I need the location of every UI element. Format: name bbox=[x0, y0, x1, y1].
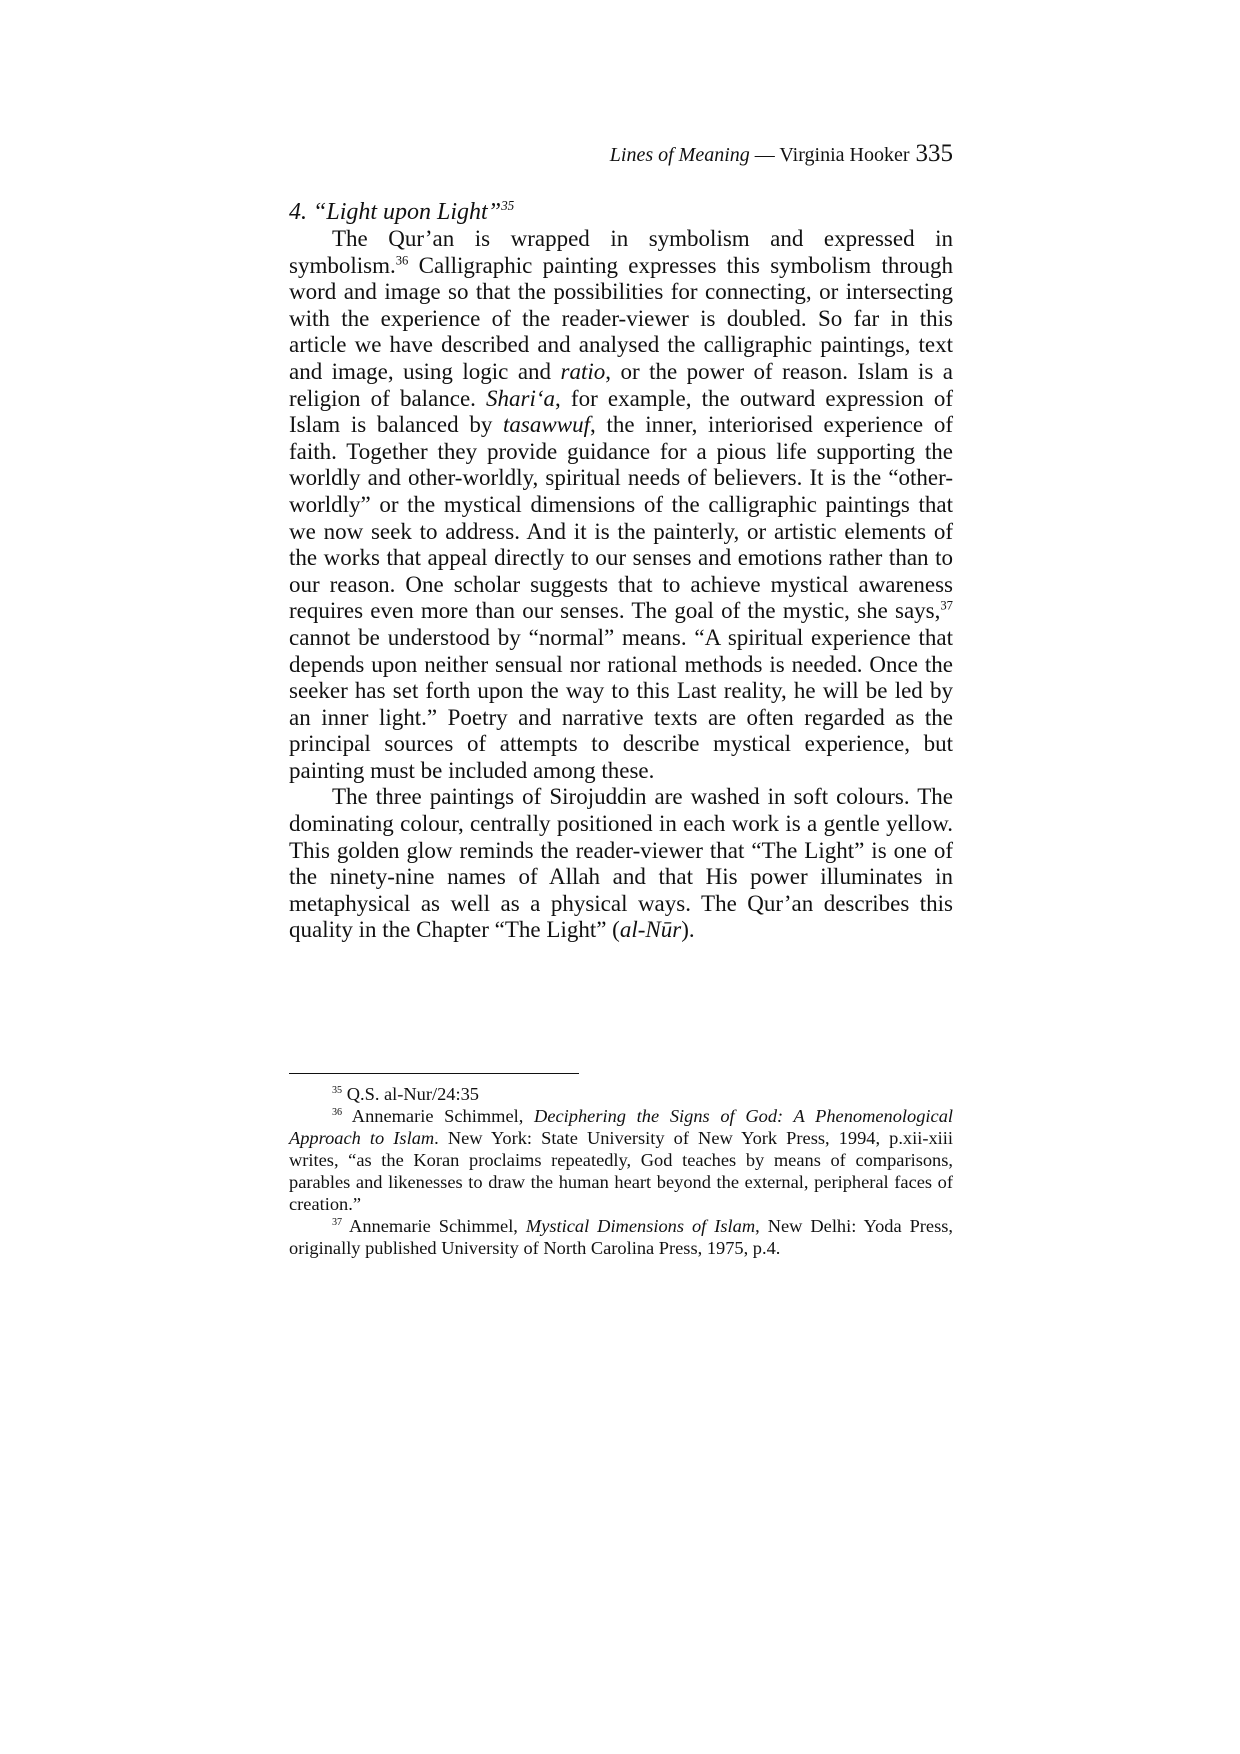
section-heading bbox=[289, 199, 953, 226]
paragraph-1-text-6: cannot be understood by “normal” means. “A spiritual experience that depends upon neither sensual nor rational methods is needed. Once the seeker has set forth upon the way to this Last reality, he will be led by an inner light.” Poetry and narrative texts are often regarded as the principal sources of attempts to describe mystical experience, but painting must be included among these. bbox=[289, 624, 953, 783]
page-number: 335 bbox=[915, 140, 953, 167]
term-ratio: ratio bbox=[560, 358, 606, 384]
running-head-author: Virginia Hooker bbox=[779, 144, 910, 166]
footnote-divider bbox=[289, 1073, 579, 1074]
footnote-number-37: 37 bbox=[332, 1216, 343, 1228]
footnote-36 bbox=[289, 1105, 953, 1215]
footnote-37-book-title: Mystical Dimensions of Islam bbox=[525, 1216, 756, 1236]
paragraph-2-text-1: The three paintings of Sirojuddin are washed in soft colours. The dominating colour, centrally positioned in each work is a gentle yellow. This golden glow reminds the reader-viewer that “The Light” is one of the ninety-nine names of Allah and that His power illuminates in metaphysical as well as a physical ways. The Qur’an describes this quality in the Chapter “The Light” ( bbox=[289, 784, 953, 943]
body-text bbox=[289, 199, 953, 944]
footnote-36-book-title: Deciphering the Signs of God: A Phenomenological Approach to Islam bbox=[289, 1106, 953, 1148]
footnotes bbox=[289, 1083, 953, 1259]
footnote-ref-35: 35 bbox=[501, 198, 515, 213]
paragraph-1-text-3: , or the power of reason. Islam is a religion of balance. bbox=[289, 358, 953, 411]
running-head-title: Lines of Meaning bbox=[609, 144, 750, 166]
footnote-36-text-1: Annemarie Schimmel, bbox=[342, 1106, 535, 1126]
term-tasawwuf: tasawwuf bbox=[503, 412, 590, 438]
term-sharia: Shari‘a bbox=[486, 385, 556, 411]
paragraph-1-text-4: , for example, the outward expression of Islam is balanced by bbox=[289, 385, 954, 438]
footnote-ref-37: 37 bbox=[940, 598, 953, 613]
footnote-37 bbox=[289, 1215, 953, 1259]
term-al-nur: al-Nūr bbox=[619, 917, 682, 943]
paragraph-2-text-2: ). bbox=[681, 917, 695, 943]
paragraph-1 bbox=[289, 226, 953, 784]
footnote-36-text-2: . New York: State University of New York Press, 1994, p.xii-xiii writes, “as the Koran proclaims repeatedly, God teaches by means of comparisons, parables and likenesses to draw the human heart beyond the external, peripheral faces of creation.” bbox=[289, 1128, 953, 1214]
paragraph-2 bbox=[289, 784, 953, 944]
paragraph-1-text-2: Calligraphic painting expresses this symbolism through word and image so that the possibilities for connecting, or intersecting with the experience of the reader-viewer is doubled. So far in this article we have described and analysed the calligraphic paintings, text and image, using logic and bbox=[289, 252, 953, 384]
running-head-dash: — bbox=[754, 144, 775, 166]
footnote-35 bbox=[289, 1083, 953, 1105]
footnote-ref-36: 36 bbox=[395, 252, 409, 267]
footnote-37-text-1: Annemarie Schimmel, bbox=[342, 1216, 526, 1236]
paragraph-1-text-1: The Qur’an is wrapped in symbolism and expressed in symbolism. bbox=[289, 226, 953, 278]
paragraph-1-text-5: , the inner, interiorised experience of faith. Together they provide guidance for a pious life supporting the worldly and other-worldly, spiritual needs of believers. It is the “other-worldly” or the mystical dimensions of the calligraphic paintings that we now seek to address. And it is the painterly, or artistic elements of the works that appeal directly to our senses and emotions rather than to our reason. One scholar suggests that to achieve mystical awareness requires even more than our senses. The goal of the mystic, she says, bbox=[289, 412, 953, 624]
footnote-37-text-2: , New Delhi: Yoda Press, originally published University of North Carolina Press, 1975, p.4. bbox=[289, 1216, 954, 1258]
running-head bbox=[289, 141, 953, 168]
footnote-number-36: 36 bbox=[332, 1106, 343, 1118]
footnote-35-text: Q.S. al-Nur/24:35 bbox=[342, 1084, 480, 1104]
section-heading-text: 4. “Light upon Light” bbox=[289, 199, 502, 225]
footnote-number-35: 35 bbox=[332, 1084, 343, 1096]
